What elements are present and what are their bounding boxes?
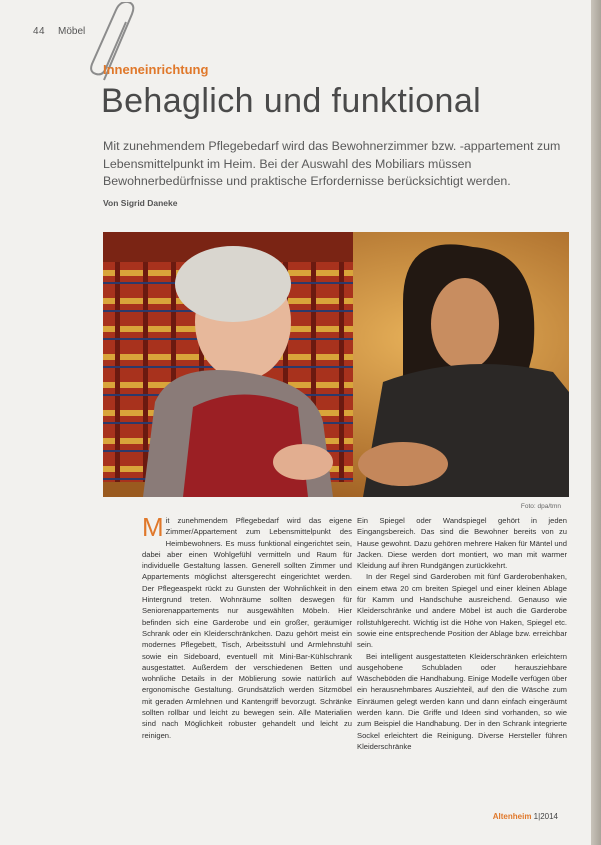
drop-cap: M	[142, 512, 164, 542]
article-photo	[103, 232, 569, 497]
photo-credit: Foto: dpa/tmn	[520, 503, 561, 510]
column-2-paragraph-3: Bei intelligent ausgestatteten Kleiderschränken erleichtern ausgehobene Schubladen oder herausziehbare Wäscheböden die Handhabung. Einige Modelle verfügen über ein herausnehmbares Ausziehteil, auf den die Wäsche zum Einräumen gelegt werden kann und dann einfach eingeräumt werden kann. Die Griffe und Ideen sind vorhanden, so wie zum Beispiel die Handhabung. Der in den Schrank integrierte Sockel erleichtert die Reinigung. Diverse Hersteller führen Kleiderschränke	[357, 651, 567, 751]
page-spine	[591, 0, 601, 845]
photo-elderly-woman-and-caregiver	[103, 232, 569, 497]
page-number: 44	[33, 26, 46, 37]
column-2-paragraph-2: In der Regel sind Garderoben mit fünf Garderobenhaken, einem etwa 20 cm breiten Spiegel und einer kleinen Ablage für Kamm und Handschuhe ausreichend. Genauso wie Kleiderschränke und andere Möbel ist auch die Garderobe rollstuhlgerecht. Wichtig ist die Höhe von Haken, Spiegel etc. sowie eine entsprechende Position der Ablage bzw. erreichbar sein.	[357, 572, 567, 650]
article-column-1	[142, 512, 352, 741]
column-1-paragraph: it zunehmendem Pflegebedarf wird das eigene Zimmer/Appartement zum Lebensmittelpunkt des Heimbewohners. Es muss funktional eingerichtet sein, dabei aber einen Wohlgefühl vermitteln und Raum für individuelle Gestaltung lassen. Generell sollten Zimmer und Appartements möglichst altersgerecht eingerichtet werden. Der Pflegeaspekt rückt zu Gunsten der Wohnlichkeit in den Hintergrund treten. Wohnräume sollten deswegen für Seniorenappartements nur ausgewählten Möbeln. Hier befinden sich eine Garderobe und ein großer, geräumiger Schrank oder ein Kleiderschränkchen. Dazu gehört meist ein modernes Pflegebett, Tisch, Arbeitsstuhl und Armlehnstuhl sowie ein Sideboard, eventuell mit Mini-Bar-Kühlschrank ausgestattet. Außerdem der verschiedenen Betten und wohnliche Details in der Möblierung sowie natürlich auf ergonomische Gestaltung. Grundsätzlich werden Sitzmöbel mit geraden Armlehnen und Kantengriff bevorzugt. Schränke sollten rollbar und leicht zu bewegen sein. Alle Materialien sind nach Möglichkeit robuster gehandelt und leicht zu reinigen.	[142, 516, 352, 740]
article-lead: Mit zunehmendem Pflegebedarf wird das Bewohnerzimmer bzw. -appartement zum Lebensmittelpunkt im Heim. Bei der Auswahl des Mobiliars müssen Bewohnerbedürfnisse und praktische Erfordernisse berücksichtigt werden.	[103, 139, 561, 188]
section-label: Möbel	[58, 26, 86, 37]
article-column-2	[357, 515, 567, 752]
page-footer	[493, 812, 558, 821]
article-byline: Von Sigrid Daneke	[103, 198, 178, 208]
article-kicker: Inneneinrichtung	[103, 62, 209, 77]
article-headline: Behaglich und funktional	[101, 82, 482, 120]
footer-brand: Altenheim	[492, 812, 532, 821]
footer-issue: 1|2014	[533, 812, 558, 821]
column-2-paragraph-1: Ein Spiegel oder Wandspiegel gehört in jeden Eingangsbereich. Das sind die Bewohner bereits von zu Hause gewohnt. Dazu gehören mehrere Haken für Mäntel und Jacken. Diese werden dort montiert, wo man mit warmer Kleidung auf ihren Rundgängen zurückkehrt.	[357, 516, 567, 571]
